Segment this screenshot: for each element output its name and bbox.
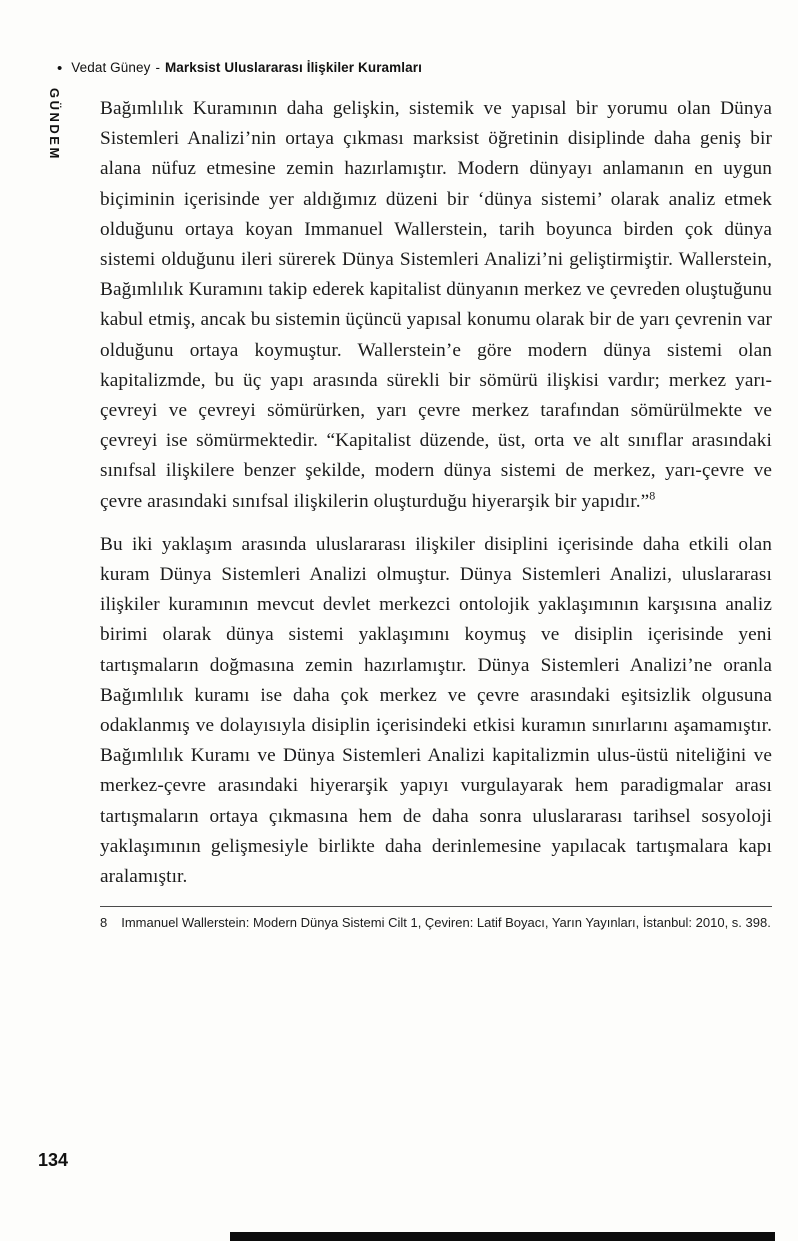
body-text-column — [100, 94, 772, 933]
series-label: GÜNDEM — [47, 88, 62, 161]
paragraph — [100, 94, 772, 517]
next-page-edge-bar — [230, 1232, 775, 1241]
book-title: Marksist Uluslararası İlişkiler Kuramları — [164, 60, 422, 75]
bullet-icon: • — [57, 60, 63, 77]
footnote — [100, 906, 772, 933]
paragraph-text: Bu iki yaklaşım arasında uluslararası ilişkiler disiplini içerisinde daha etkili olan kuram Dünya Sistemleri Analizi olmuştur. Dünya Sistemleri Analizi, uluslararası ilişkiler kuramının mevcut devlet merkezci ontolojik yaklaşımının karşısına analiz birimi olarak dünya sistemi yaklaşımını koymuş ve disiplin içerisinde yeni tartışmaların doğmasına zemin hazırlamıştır. Dünya Sistemleri Analizi’ne oranla Bağımlılık kuramı ise daha çok merkez ve çevre arasındaki eşitsizlik olgusuna odaklanmış ve dolayısıyla disiplin içerisindeki etkisi kuramın sınırlarını aşamamıştır. Bağımlılık Kuramı ve Dünya Sistemleri Analizi kapitalizmin ulus-üstü niteliğini ve merkez-çevre arasındaki hiyerarşik yapıyı vurgulayarak hem paradigmalar arası tartışmaların ortaya çıkmasına hem de daha sonra uluslararası tarihsel sosyoloji yaklaşımının gelişmesiyle birlikte daha derinlemesine yapılacak tartışmalara kapı aralamıştır. — [100, 533, 772, 888]
page-number: 134 — [38, 1150, 69, 1170]
header-separator: - — [155, 60, 160, 75]
footnote-text: Immanuel Wallerstein: Modern Dünya Sistemi Cilt 1, Çeviren: Latif Boyacı, Yarın Yayınları, İstanbul: 2010, s. 398. — [121, 915, 771, 931]
paragraph-text: Bağımlılık Kuramının daha gelişkin, sistemik ve yapısal bir yorumu olan Dünya Sistemleri Analizi’nin ortaya çıkması marksist öğretinin disiplinde daha geniş bir alana nüfuz etmesine zemin hazırlamıştır. Modern dünyayı anlamanın en uygun biçiminin içerisinde yer aldığımız düzeni bir ‘dünya sistemi’ olarak analiz etmek olduğunu ortaya koyan Immanuel Wallerstein, tarih boyunca birden çok dünya sistemi olduğunu ileri sürerek Dünya Sistemleri Analizi’ni geliştirmiştir. Wallerstein, Bağımlılık Kuramını takip ederek kapitalist dünyanın merkez ve çevreden oluştuğunu kabul etmiş, ancak bu sistemin üçüncü yapısal konumu olarak bir de yarı çevrenin var olduğunu ortaya koymuştur. Wallerstein’e göre modern dünya sistemi olan kapitalizmde, bu üç yapı arasında sürekli bir sömürü ilişkisi vardır; merkez yarı-çevreyi ve çevreyi sömürürken, yarı çevre merkez tarafından sömürülmekte ve çevreyi ise sömürmektedir. “Kapitalist düzende, üst, orta ve alt sınıflar arasındaki sınıfsal ilişkilere benzer şekilde, modern dünya sistemi de merkez, yarı-çevre ve çevre arasındaki sınıfsal ilişkilerin oluşturduğu hiyerarşik bir yapıdır.” — [100, 98, 772, 512]
footnote-reference: 8 — [649, 488, 656, 503]
paragraph — [100, 530, 772, 892]
author-name: Vedat Güney — [71, 60, 151, 75]
running-header — [57, 59, 422, 76]
footnote-marker: 8 — [100, 915, 108, 931]
